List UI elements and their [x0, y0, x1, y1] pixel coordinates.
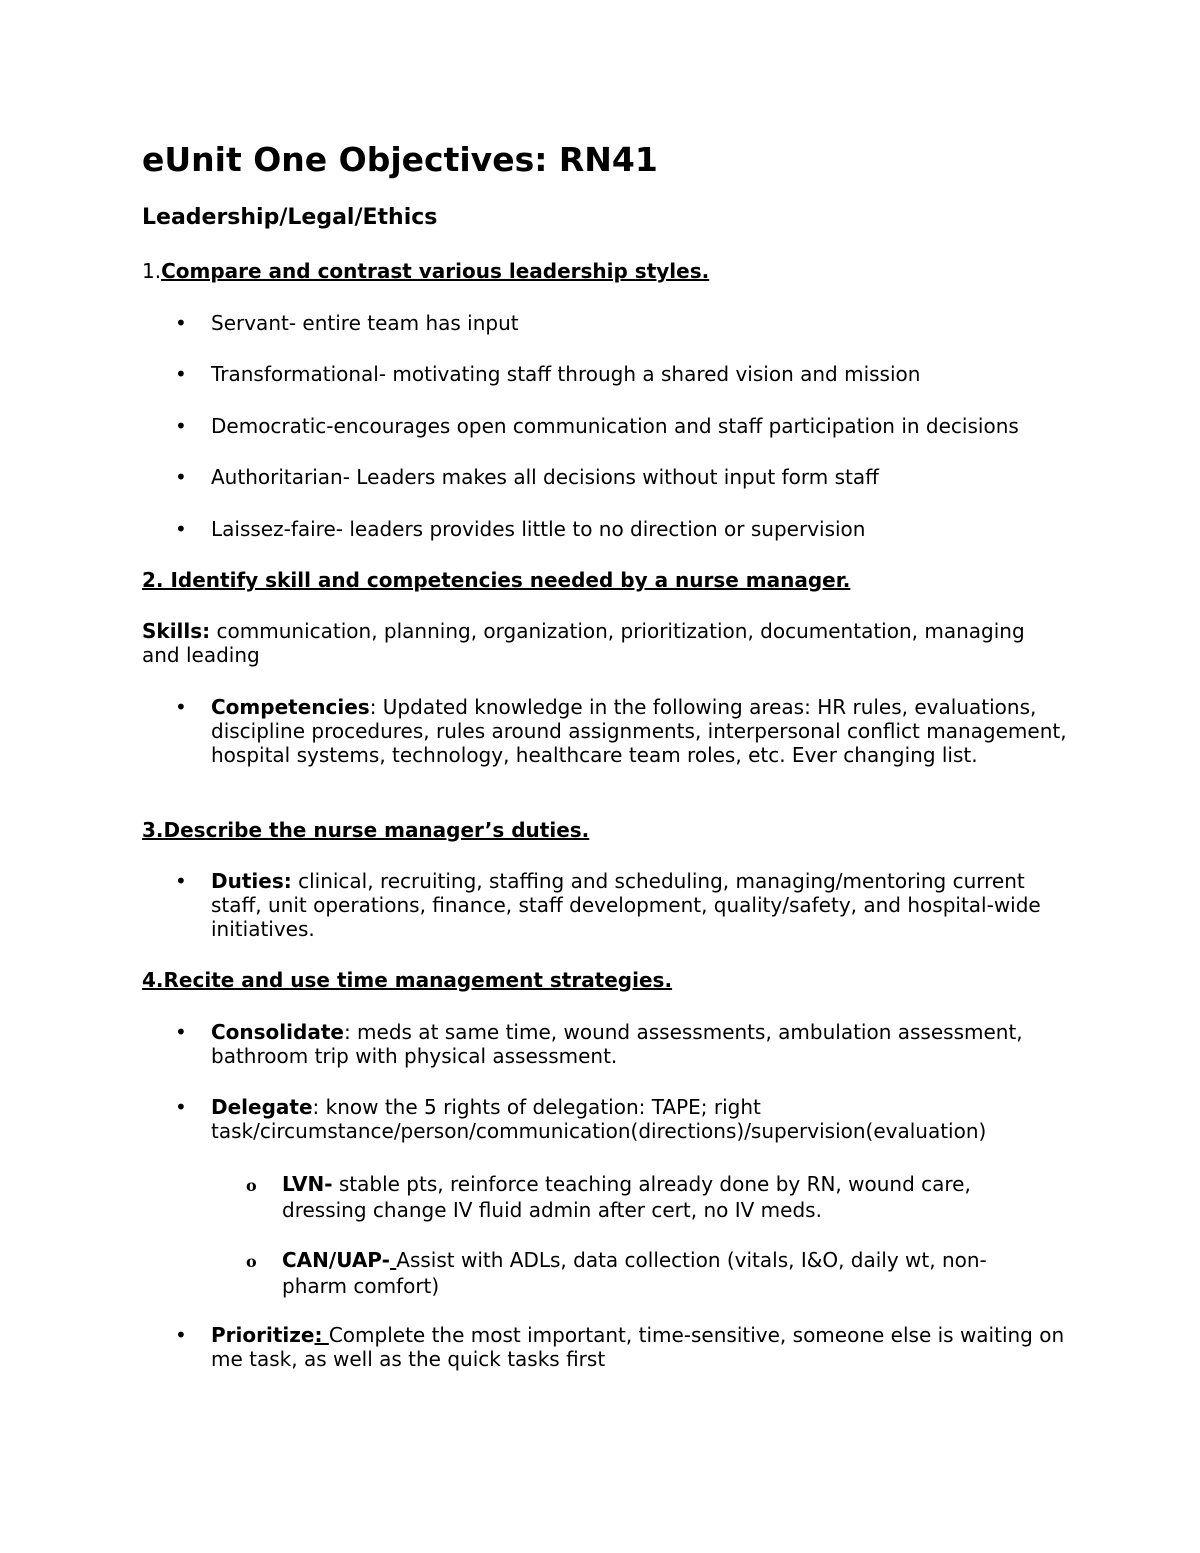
bullet-icon: • — [175, 1095, 187, 1119]
document-subtitle: Leadership/Legal/Ethics — [142, 205, 438, 230]
sub-list-item — [246, 1171, 1042, 1223]
list-item — [175, 414, 1071, 438]
delegate-label: Delegate — [211, 1095, 313, 1119]
skills-text: communication, planning, organization, prioritization, documentation, managing and leading — [142, 619, 1025, 667]
can-uap-text: Assist with ADLs, data collection (vitals, I&O, daily wt, non-pharm comfort) — [282, 1248, 987, 1298]
leadership-style-servant: Servant- entire team has input — [211, 311, 519, 335]
bullet-icon: • — [175, 869, 187, 893]
consolidate-label: Consolidate — [211, 1020, 344, 1044]
section-1-title: Compare and contrast various leadership styles. — [161, 259, 710, 283]
competencies-label: Competencies — [211, 695, 370, 719]
bullet-icon: • — [175, 362, 187, 386]
document-title: eUnit One Objectives: RN41 — [142, 140, 658, 179]
leadership-style-democratic: Democratic-encourages open communication and staff participation in decisions — [211, 414, 1019, 438]
competencies-text: : Updated knowledge in the following areas: HR rules, evaluations, discipline procedures, rules around assignments, interpersonal conflict management, hospital systems, technology, healthcare team roles, etc. Ever changing list. — [211, 695, 1067, 767]
prioritize-text: Complete the most important, time-sensitive, someone else is waiting on me task, as well as the quick tasks first — [211, 1323, 1065, 1371]
bullet-icon: • — [175, 1020, 187, 1044]
sub-bullet-icon: o — [246, 1252, 257, 1271]
section-2-title: 2. Identify skill and competencies needed by a nurse manager. — [142, 568, 851, 592]
sub-bullet-icon: o — [246, 1176, 257, 1195]
bullet-icon: • — [175, 465, 187, 489]
bullet-icon: • — [175, 1323, 187, 1347]
list-item — [175, 869, 1071, 941]
consolidate-text: : meds at same time, wound assessments, ambulation assessment, bathroom trip with physical assessment. — [211, 1020, 1023, 1068]
leadership-style-laissez-faire: Laissez-faire- leaders provides little to no direction or supervision — [211, 517, 866, 541]
list-item — [175, 465, 1071, 489]
section-2-heading — [142, 568, 850, 592]
lvn-text: stable pts, reinforce teaching already done by RN, wound care, dressing change IV fluid admin after cert, no IV meds. — [282, 1172, 971, 1222]
list-item — [175, 695, 1071, 767]
section-4-title: 4.Recite and use time management strategies. — [142, 968, 673, 992]
bullet-icon: • — [175, 695, 187, 719]
prioritize-colon: : — [314, 1323, 323, 1347]
section-3-heading — [142, 818, 589, 842]
skills-paragraph — [142, 619, 1062, 667]
lvn-label: LVN- — [282, 1172, 333, 1196]
can-uap-label: CAN/UAP- — [282, 1248, 390, 1272]
list-item — [175, 1323, 1071, 1371]
skills-label: Skills: — [142, 619, 211, 643]
sub-list-item — [246, 1247, 1042, 1299]
list-item — [175, 1095, 1071, 1143]
list-item — [175, 362, 1071, 386]
prioritize-label: Prioritize — [211, 1323, 315, 1347]
leadership-style-transformational: Transformational- motivating staff through a shared vision and mission — [211, 362, 921, 386]
delegate-text: : know the 5 rights of delegation: TAPE; right task/circumstance/person/communication(directions)/supervision(evaluation) — [211, 1095, 987, 1143]
bullet-icon: • — [175, 414, 187, 438]
section-4-heading — [142, 968, 672, 992]
section-1-heading — [142, 259, 709, 283]
duties-text: clinical, recruiting, staffing and scheduling, managing/mentoring current staff, unit operations, finance, staff development, quality/safety, and hospital-wide initiatives. — [211, 869, 1041, 941]
section-1-number: 1. — [142, 259, 162, 283]
list-item — [175, 311, 1071, 335]
section-3-title: 3.Describe the nurse manager’s duties. — [142, 818, 590, 842]
list-item — [175, 517, 1071, 541]
list-item — [175, 1020, 1071, 1068]
duties-label: Duties: — [211, 869, 292, 893]
bullet-icon: • — [175, 311, 187, 335]
leadership-style-authoritarian: Authoritarian- Leaders makes all decisions without input form staff — [211, 465, 879, 489]
bullet-icon: • — [175, 517, 187, 541]
